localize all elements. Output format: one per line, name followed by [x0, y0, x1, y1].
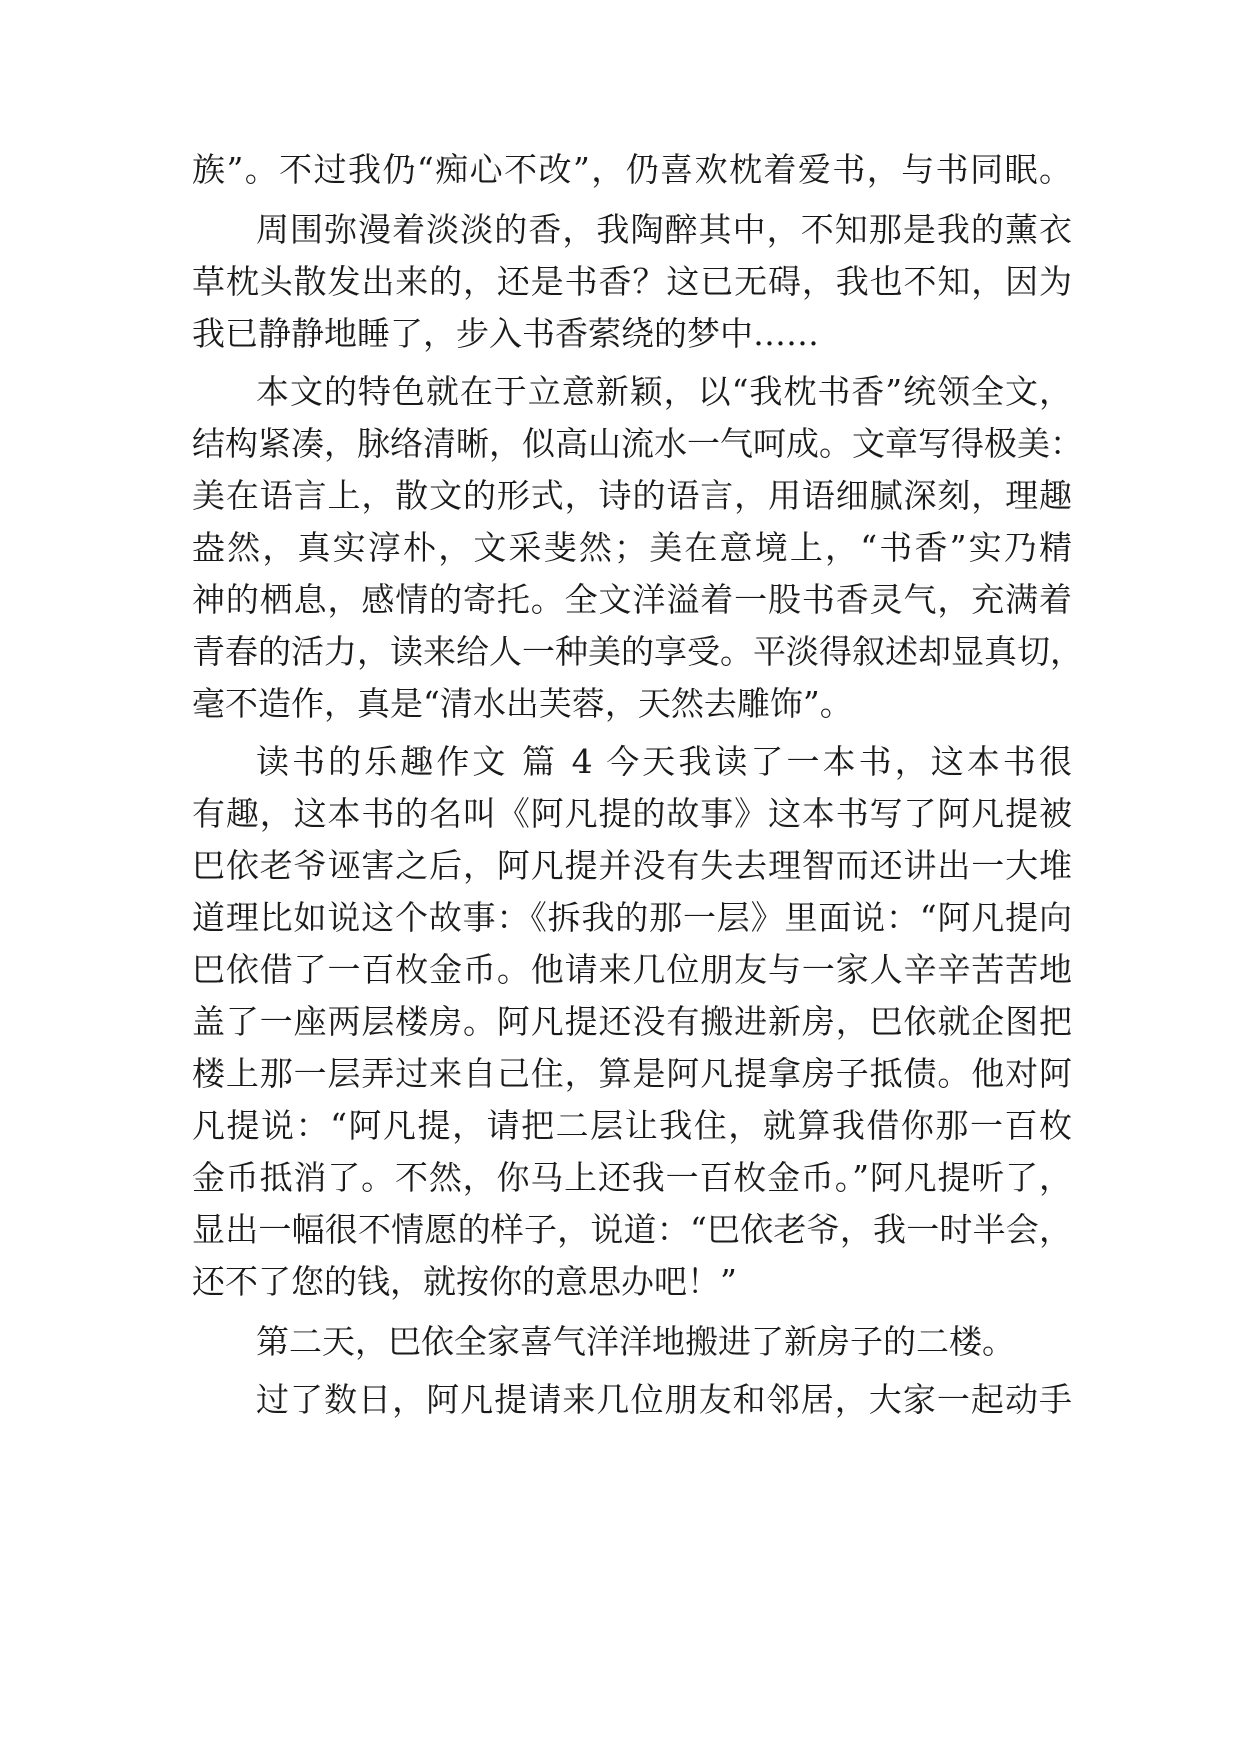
text-line: 凡提说：“阿凡提，请把二层让我住，就算我借你那一百枚	[192, 1106, 1072, 1145]
text-line: 巴依老爷诬害之后，阿凡提并没有失去理智而还讲出一大堆	[192, 846, 1072, 885]
text-line: 美在语言上，散文的形式，诗的语言，用语细腻深刻，理趣	[192, 476, 1072, 515]
text-line: 结构紧凑，脉络清晰，似高山流水一气呵成。文章写得极美：	[192, 424, 1083, 463]
text-line: 有趣，这本书的名叫《阿凡提的故事》这本书写了阿凡提被	[192, 794, 1072, 833]
text-line: 草枕头散发出来的，还是书香？这已无碍，我也不知，因为	[192, 262, 1072, 301]
text-line: 金币抵消了。不然，你马上还我一百枚金币。”阿凡提听了，	[192, 1158, 1072, 1197]
text-line: 显出一幅很不情愿的样子，说道：“巴依老爷，我一时半会，	[192, 1210, 1072, 1249]
text-line: 族”。不过我仍“痴心不改”，仍喜欢枕着爱书，与书同眠。	[192, 150, 1072, 189]
text-line: 还不了您的钱，就按你的意思办吧！”	[192, 1262, 737, 1301]
text-line: 周围弥漫着淡淡的香，我陶醉其中，不知那是我的薰衣	[256, 210, 1072, 249]
section-heading-line: 读书的乐趣作文 篇 4 今天我读了一本书，这本书很	[256, 742, 1072, 781]
text-line: 过了数日，阿凡提请来几位朋友和邻居，大家一起动手	[256, 1380, 1072, 1419]
text-line: 毫不造作，真是“清水出芙蓉，天然去雕饰”。	[192, 684, 853, 723]
text-line: 青春的活力，读来给人一种美的享受。平淡得叙述却显真切，	[192, 632, 1083, 671]
text-line: 我已静静地睡了，步入书香萦绕的梦中……	[192, 314, 819, 353]
text-line: 盖了一座两层楼房。阿凡提还没有搬进新房，巴依就企图把	[192, 1002, 1072, 1041]
text-line: 盎然，真实淳朴，文采斐然；美在意境上，“书香”实乃精	[192, 528, 1072, 567]
text-line: 楼上那一层弄过来自己住，算是阿凡提拿房子抵债。他对阿	[192, 1054, 1072, 1093]
text-line: 神的栖息，感情的寄托。全文洋溢着一股书香灵气，充满着	[192, 580, 1072, 619]
text-line: 本文的特色就在于立意新颖，以“我枕书香”统领全文，	[256, 372, 1072, 411]
text-line: 道理比如说这个故事：《拆我的那一层》里面说：“阿凡提向	[192, 898, 1072, 937]
text-line: 巴依借了一百枚金币。他请来几位朋友与一家人辛辛苦苦地	[192, 950, 1072, 989]
text-line: 第二天，巴依全家喜气洋洋地搬进了新房子的二楼。	[256, 1322, 1015, 1361]
